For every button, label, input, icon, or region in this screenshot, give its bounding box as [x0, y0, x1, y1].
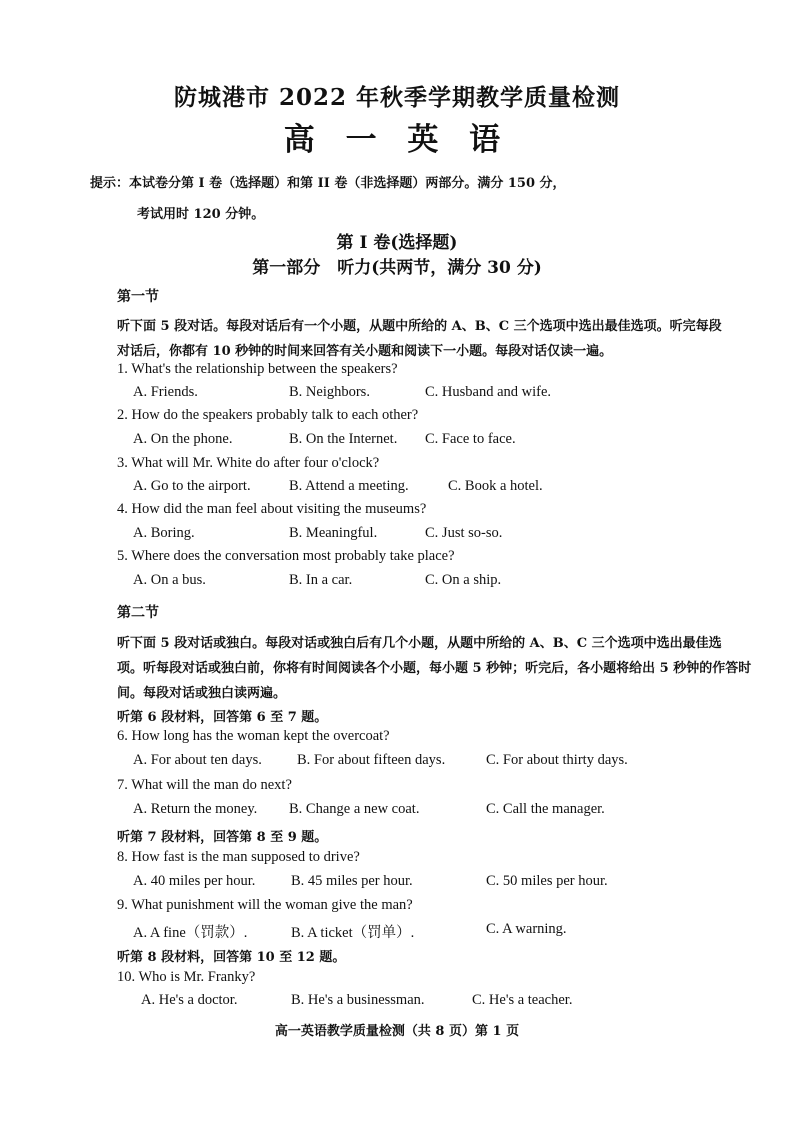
question-7: 7. What will the man do next? — [117, 777, 292, 793]
section1-instructions-line-1: 听下面 5 段对话。每段对话后有一个小题，从题中所给的 A、B、C 三个选项中选出最佳选项。听完每段 — [117, 319, 722, 334]
question-8: 8. How fast is the man supposed to drive? — [117, 849, 360, 865]
option-3b: B. Attend a meeting. — [289, 478, 409, 494]
option-7b: B. Change a new coat. — [289, 801, 420, 817]
option-4a: A. Boring. — [133, 525, 195, 541]
exam-title: 防城港市 2022 年秋季学期教学质量检测 — [173, 84, 621, 111]
section1-heading: 第一节 — [117, 289, 159, 305]
option-3c: C. Book a hotel. — [448, 478, 543, 494]
question-6: 6. How long has the woman kept the overcoat? — [117, 728, 390, 744]
subject-title: 高 一 英 语 — [283, 122, 511, 158]
option-1a: A. Friends. — [133, 384, 198, 400]
option-4b: B. Meaningful. — [289, 525, 378, 541]
page-footer: 高一英语教学质量检测（共 8 页）第 1 页 — [274, 1024, 520, 1039]
question-3: 3. What will Mr. White do after four o'clock? — [117, 455, 380, 471]
notice-line-2: 考试用时 120 分钟。 — [137, 207, 265, 222]
option-9c: C. A warning. — [486, 921, 567, 937]
option-10c: C. He's a teacher. — [472, 992, 573, 1008]
question-5: 5. Where does the conversation most probably take place? — [117, 548, 455, 564]
part1-title: 第一部分 听力(共两节，满分 30 分) — [252, 258, 542, 278]
option-6c: C. For about thirty days. — [486, 752, 628, 768]
option-5b: B. In a car. — [289, 572, 353, 588]
section2-instructions-line-3: 间。每段对话或独白读两遍。 — [117, 686, 287, 701]
option-1c: C. Husband and wife. — [425, 384, 552, 400]
option-6b: B. For about fifteen days. — [297, 752, 446, 768]
question-2: 2. How do the speakers probably talk to each other? — [117, 407, 419, 423]
volume-title: 第 I 卷(选择题) — [336, 233, 458, 253]
section2-heading: 第二节 — [117, 605, 159, 621]
option-10a: A. He's a doctor. — [141, 992, 238, 1008]
question-1: 1. What's the relationship between the speakers? — [117, 361, 398, 377]
option-10b: B. He's a businessman. — [291, 992, 425, 1008]
notice-line-1: 提示：本试卷分第 I 卷（选择题）和第 II 卷（非选择题）两部分。满分 150 分， — [90, 176, 566, 191]
question-9: 9. What punishment will the woman give the man? — [117, 897, 413, 913]
section2-instructions-line-1: 听下面 5 段对话或独白。每段对话或独白后有几个小题，从题中所给的 A、B、C 三个选项中选出最佳选 — [117, 636, 722, 651]
option-8a: A. 40 miles per hour. — [133, 873, 256, 889]
option-6a: A. For about ten days. — [133, 752, 262, 768]
option-2a: A. On the phone. — [133, 431, 233, 447]
option-5c: C. On a ship. — [425, 572, 502, 588]
section1-instructions-line-2: 对话后，你都有 10 秒钟的时间来回答有关小题和阅读下一小题。每段对话仅读一遍。 — [117, 344, 613, 359]
option-9b: B. A ticket（罚单）. — [291, 925, 415, 941]
section2-instructions-line-2: 项。听每段对话或独白前，你将有时间阅读各个小题，每小题 5 秒钟；听完后，各小题将给出 5 秒钟的作答时 — [117, 661, 752, 676]
material-8-note: 听第 8 段材料，回答第 10 至 12 题。 — [117, 950, 346, 965]
option-2b: B. On the Internet. — [289, 431, 398, 447]
option-9a: A. A fine（罚款）. — [133, 925, 248, 941]
option-2c: C. Face to face. — [425, 431, 516, 447]
option-1b: B. Neighbors. — [289, 384, 370, 400]
option-8b: B. 45 miles per hour. — [291, 873, 413, 889]
question-10: 10. Who is Mr. Franky? — [117, 969, 256, 985]
question-4: 4. How did the man feel about visiting the museums? — [117, 501, 427, 517]
option-7c: C. Call the manager. — [486, 801, 605, 817]
material-6-note: 听第 6 段材料，回答第 6 至 7 题。 — [117, 710, 328, 725]
option-7a: A. Return the money. — [133, 801, 258, 817]
option-8c: C. 50 miles per hour. — [486, 873, 608, 889]
option-4c: C. Just so-so. — [425, 525, 503, 541]
material-7-note: 听第 7 段材料，回答第 8 至 9 题。 — [117, 830, 328, 845]
option-5a: A. On a bus. — [133, 572, 206, 588]
option-3a: A. Go to the airport. — [133, 478, 251, 494]
